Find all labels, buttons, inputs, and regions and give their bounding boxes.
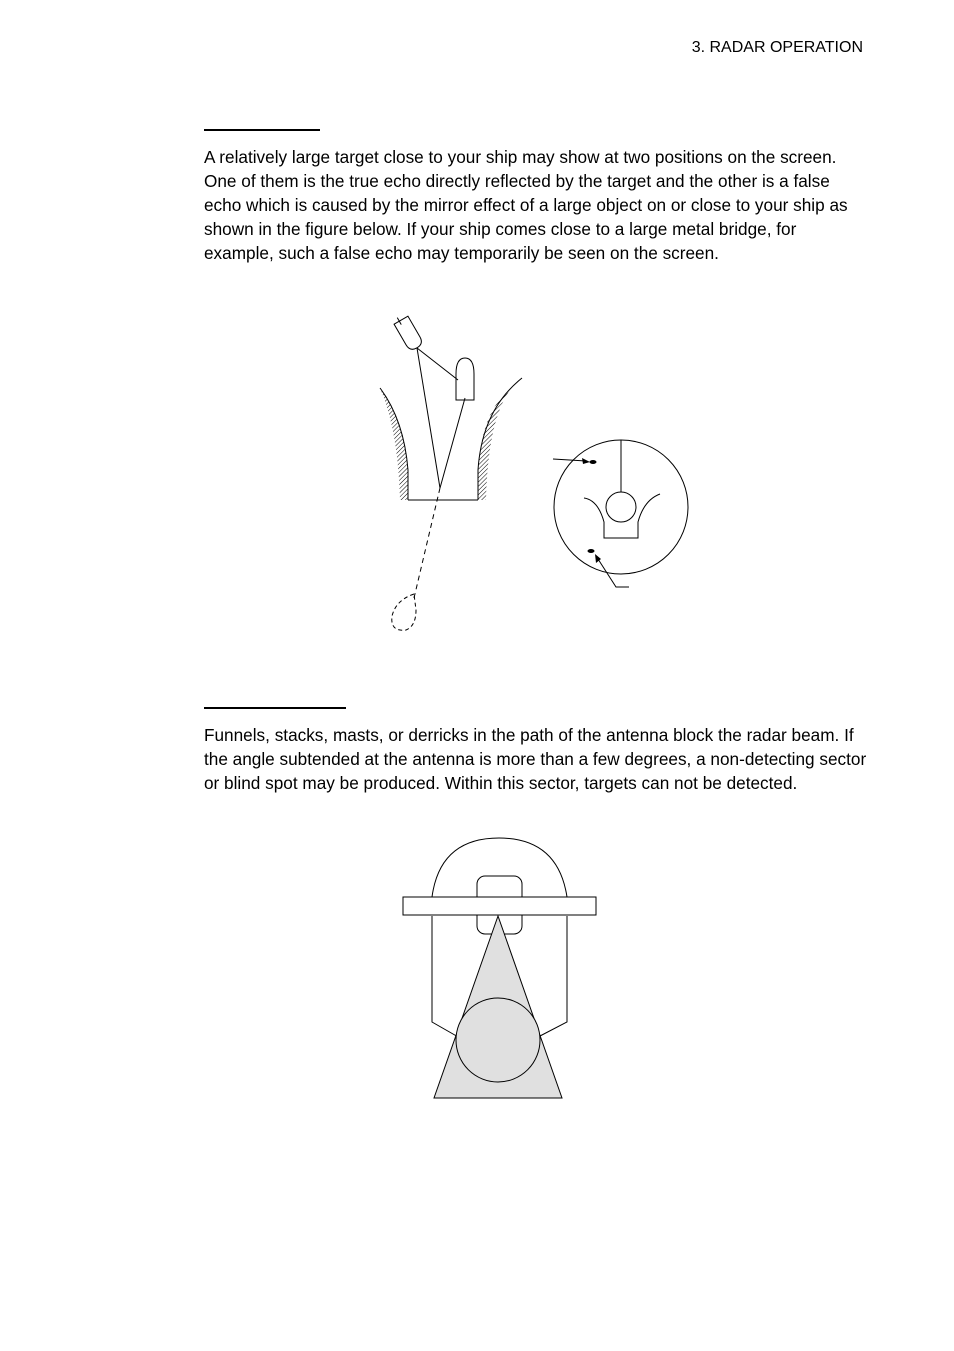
funnel: [456, 998, 540, 1082]
path-target-to-own: [417, 348, 458, 380]
blind-sector-paragraph: Funnels, stacks, masts, or derricks in the path of the antenna block the radar beam. If the angle subtended at the antenna is more than a few degrees, a non-detecting sector or blind spot may be produced. Within this sector, targets can not be detected.: [204, 725, 867, 793]
true-echo: [590, 460, 597, 464]
false-echo-diagram: [370, 310, 700, 640]
false-echo-paragraph: A relatively large target close to your ship may show at two positions on the screen. One of them is the true echo directly reflected by the target and the other is a false echo which is caused by the mirror effect of a large object on or close to your ship as shown in the figure below. If your ship comes close to a large metal bridge, for example, such a false echo may temporarily be seen on the screen.: [204, 147, 848, 263]
target-ship: [392, 313, 424, 352]
path-wall-to-own: [440, 398, 465, 488]
phantom-target: [392, 594, 416, 630]
blind-sector-diagram: [395, 830, 605, 1110]
false-echo: [588, 549, 595, 553]
antenna-bar: [403, 897, 596, 915]
page-header: 3. RADAR OPERATION: [691, 39, 863, 56]
left-wall-hatching: [380, 388, 408, 500]
right-wall-hatching: [478, 390, 510, 500]
path-target-to-wall: [417, 348, 440, 488]
radar-display: [553, 440, 688, 587]
section-title-underline-2: [204, 707, 346, 709]
false-echo-path: [414, 488, 440, 598]
section-title-underline: [204, 129, 320, 131]
own-ship: [456, 358, 474, 400]
